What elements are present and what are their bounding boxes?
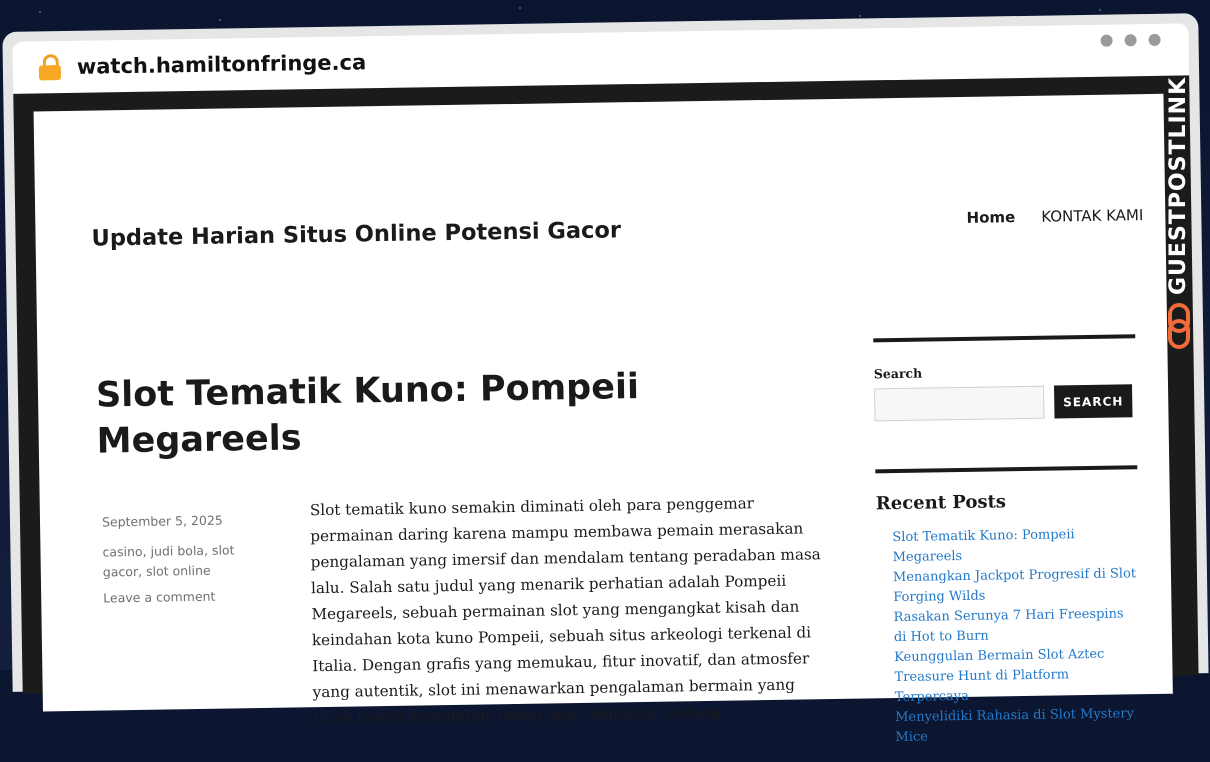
nav-home-link[interactable]: Home: [966, 208, 1016, 227]
recent-post-link[interactable]: Slot Tematik Kuno: Pompeii Megareels: [892, 527, 1075, 566]
dot-icon: [1100, 35, 1112, 47]
search-form: [874, 384, 1136, 421]
browser-window: [2, 0, 1209, 746]
divider: [875, 465, 1137, 473]
nav-contact-link[interactable]: KONTAK KAMI: [1041, 206, 1144, 226]
tag-link[interactable]: slot gacor: [102, 542, 235, 580]
search-input[interactable]: [874, 386, 1044, 422]
recent-posts-title: Recent Posts: [875, 491, 1007, 515]
leave-comment-link[interactable]: Leave a comment: [103, 588, 216, 606]
main-nav: [966, 206, 1143, 227]
site-title[interactable]: Update Harian Situs Online Potensi Gacor: [91, 217, 622, 252]
sidebar: [873, 334, 1141, 748]
dot-icon: [1148, 34, 1160, 46]
chain-link-icon: [1167, 303, 1191, 349]
window-menu-dots[interactable]: [1100, 34, 1160, 47]
recent-posts-list: [876, 524, 1141, 748]
web-page: [34, 94, 1173, 746]
watermark-text: GUESTPOSTLINKS: [1166, 60, 1191, 295]
recent-post-link[interactable]: Keunggulan Bermain Slot Aztec Treasure Hunt di Platform Terpercaya: [894, 646, 1105, 706]
tag-link[interactable]: judi bola: [150, 542, 205, 559]
tag-link[interactable]: casino: [102, 543, 143, 560]
post-body: Slot tematik kuno semakin diminati oleh para penggemar permainan daring karena mampu membawa pemain merasakan pengalaman yang imersif dan mendalam tentang peradaban masa lalu. Salah satu judul yang menarik perhatian adalah Pompeii Megareels, sebuah permainan slot yang mengangkat kisah dan keindahan kota kuno Pompeii, sebuah situs arkeologi terkenal di Italia. Dengan grafis yang memukau, fitur inovatif, dan atmosfer yang autentik, slot ini menawarkan pengalaman bermain yang tidak hanya menghibur tetapi juga mendidik tentang: [309, 494, 821, 728]
search-button[interactable]: SEARCH: [1054, 384, 1133, 418]
browser-chrome: [2, 13, 1208, 746]
tag-link[interactable]: slot online: [145, 562, 211, 579]
recent-post-link[interactable]: Menyelidiki Rahasia di Slot Mystery Mice: [895, 706, 1134, 746]
url-text[interactable]: watch.hamiltonfringe.ca: [76, 50, 367, 79]
dot-icon: [1124, 34, 1136, 46]
post-tags: casino, judi bola, slot gacor, slot online: [102, 542, 235, 580]
search-label: Search: [873, 365, 923, 382]
divider: [873, 334, 1135, 342]
recent-post-link[interactable]: Rasakan Serunya 7 Hari Freespins di Hot to Burn: [893, 606, 1124, 646]
post-meta: [102, 510, 253, 608]
post-date[interactable]: September 5, 2025: [101, 512, 223, 530]
page-frame: [13, 75, 1198, 746]
watermark: [1164, 55, 1196, 355]
lock-icon: [39, 54, 61, 80]
recent-post-link[interactable]: Menangkan Jackpot Progresif di Slot Forging Wilds: [892, 566, 1137, 606]
post-title[interactable]: Slot Tematik Kuno: Pompeii Megareels: [95, 367, 640, 462]
